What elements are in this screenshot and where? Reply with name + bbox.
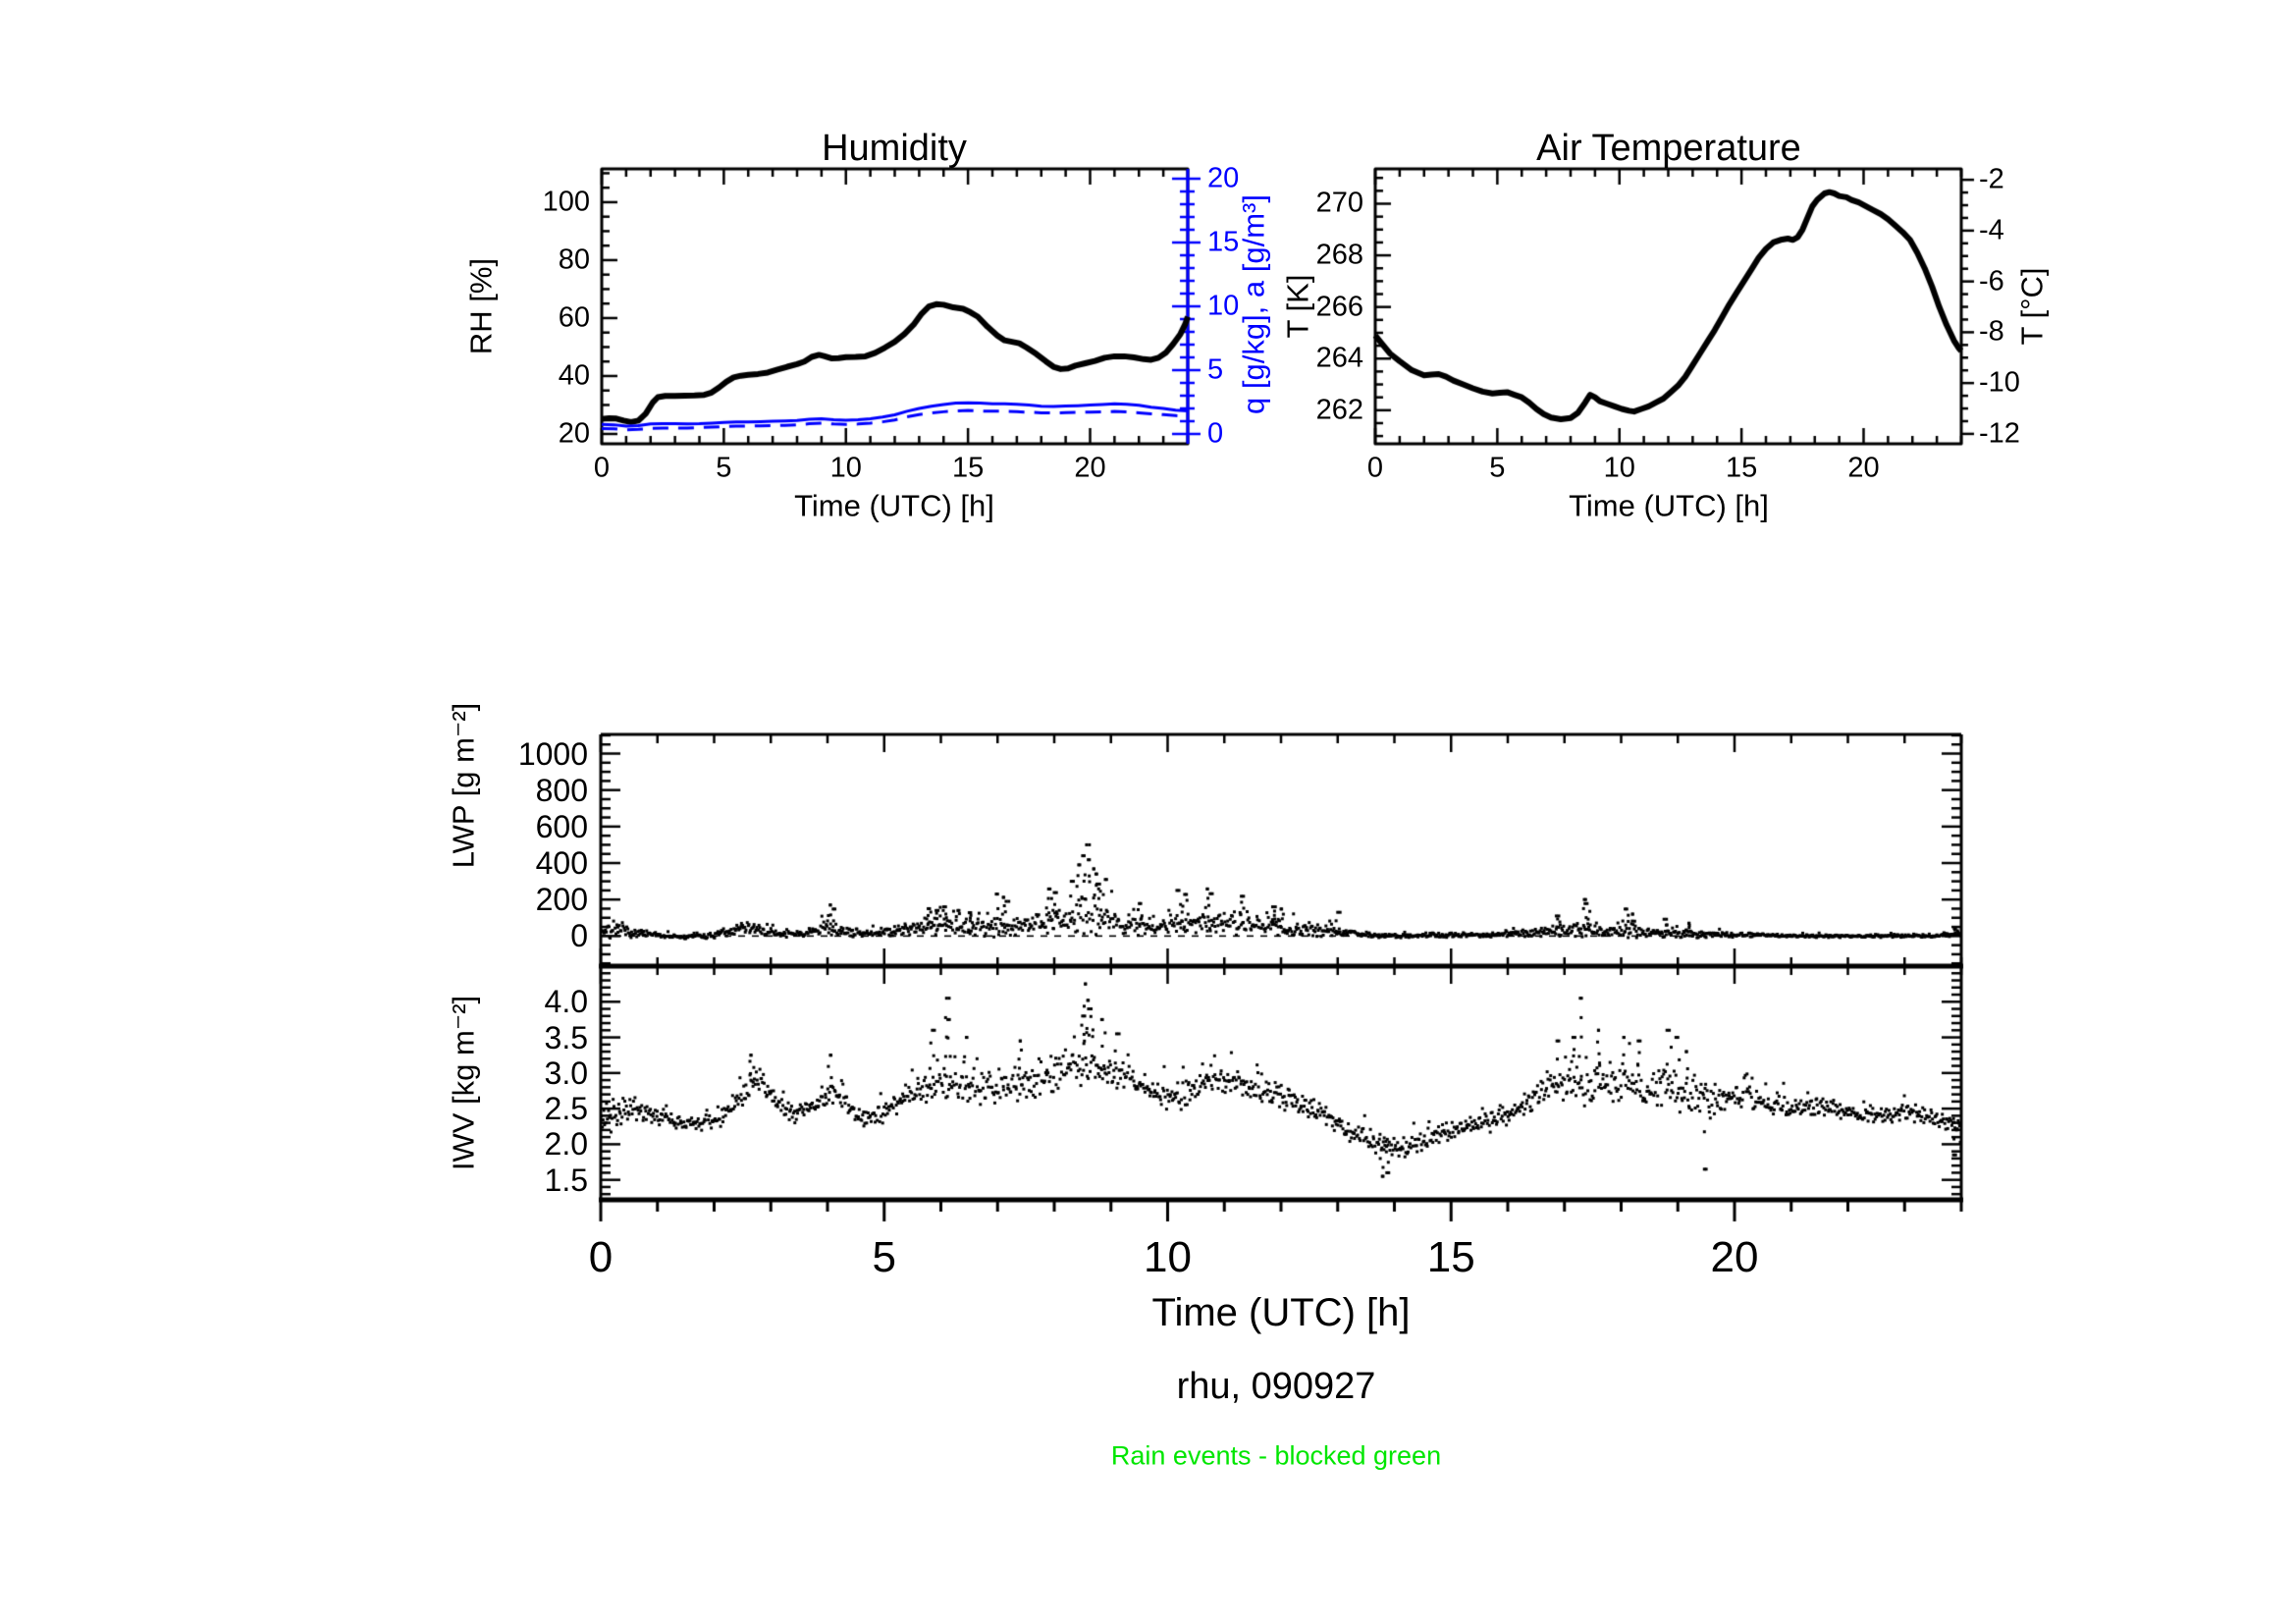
air-temp-ylabel-right: T [°C] [2014,267,2050,346]
air-temp-ylabel-left: T [K] [1280,274,1315,339]
humidity-title: Humidity [822,128,967,169]
bottom-xtick: 15 [1426,1233,1475,1281]
air-temp-ytick-right: -2 [1979,163,2004,195]
lwp-ytick: 800 [535,772,588,808]
caption: rhu, 090927 [1176,1366,1376,1407]
air-temp-ytick-left: 270 [1315,187,1363,219]
iwv-ytick: 1.5 [544,1162,588,1198]
air-temp-ytick-left: 264 [1315,342,1363,374]
humidity-xtick: 20 [1074,452,1106,484]
lwp-ytick: 600 [535,808,588,844]
iwv-ytick: 4.0 [544,984,588,1020]
air-temp-xtick: 20 [1847,452,1880,484]
humidity-ytick-left: 20 [558,417,590,450]
lwp-ytick: 1000 [517,735,588,772]
iwv-ytick: 3.5 [544,1019,588,1055]
iwv-ytick: 2.5 [544,1091,588,1127]
iwv-ytick: 3.0 [544,1055,588,1091]
humidity-ytick-right: 10 [1207,290,1240,322]
humidity-xtick: 0 [593,452,611,484]
humidity-ylabel-right: q [g/kg], a [g/m³] [1236,194,1271,414]
air-temp-ytick-left: 262 [1315,394,1363,426]
bottom-xlabel: Time (UTC) [h] [1151,1291,1411,1334]
humidity-ytick-left: 80 [558,243,590,276]
humidity-ytick-right: 20 [1207,162,1240,194]
iwv-ylabel: IWV [kg m⁻²] [446,995,481,1171]
humidity-xtick: 15 [951,452,985,484]
bottom-xtick: 10 [1144,1233,1192,1281]
air-temp-ytick-left: 266 [1315,291,1363,323]
air-temp-ytick-right: -8 [1979,315,2004,348]
humidity-ytick-right: 5 [1207,353,1224,386]
humidity-ytick-left: 40 [558,359,590,392]
lwp-ylabel: LWP [g m⁻²] [446,702,481,869]
bottom-xtick: 0 [588,1233,614,1281]
lwp-ytick: 0 [570,918,588,954]
air-temp-ytick-right: -12 [1979,417,2020,450]
bottom-xtick: 5 [872,1233,896,1281]
air-temp-xtick: 15 [1725,452,1758,484]
air-temp-ytick-right: -10 [1979,366,2020,399]
air-temp-xtick: 0 [1366,452,1384,484]
lwp-ytick: 200 [535,882,588,918]
humidity-ytick-left: 100 [542,186,590,218]
bottom-xtick: 20 [1710,1233,1759,1281]
air-temp-xtick: 10 [1603,452,1635,484]
humidity-xlabel: Time (UTC) [h] [794,488,994,523]
lwp-ytick: 400 [535,845,588,881]
rain-events-footnote: Rain events - blocked green [1110,1440,1442,1471]
humidity-ytick-right: 0 [1207,417,1224,450]
iwv-ytick: 2.0 [544,1126,588,1163]
air-temp-ytick-right: -6 [1979,265,2004,298]
air-temp-ytick-right: -4 [1979,214,2004,246]
air-temp-xlabel: Time (UTC) [h] [1569,488,1769,523]
humidity-ytick-right: 15 [1207,226,1240,258]
humidity-xtick: 5 [716,452,732,484]
humidity-xtick: 10 [829,452,862,484]
humidity-ytick-left: 60 [558,301,590,334]
air-temp-ytick-left: 268 [1315,239,1363,271]
air-temp-xtick: 5 [1489,452,1506,484]
humidity-ylabel-left: RH [%] [463,257,499,355]
air-temperature-title: Air Temperature [1536,128,1801,169]
